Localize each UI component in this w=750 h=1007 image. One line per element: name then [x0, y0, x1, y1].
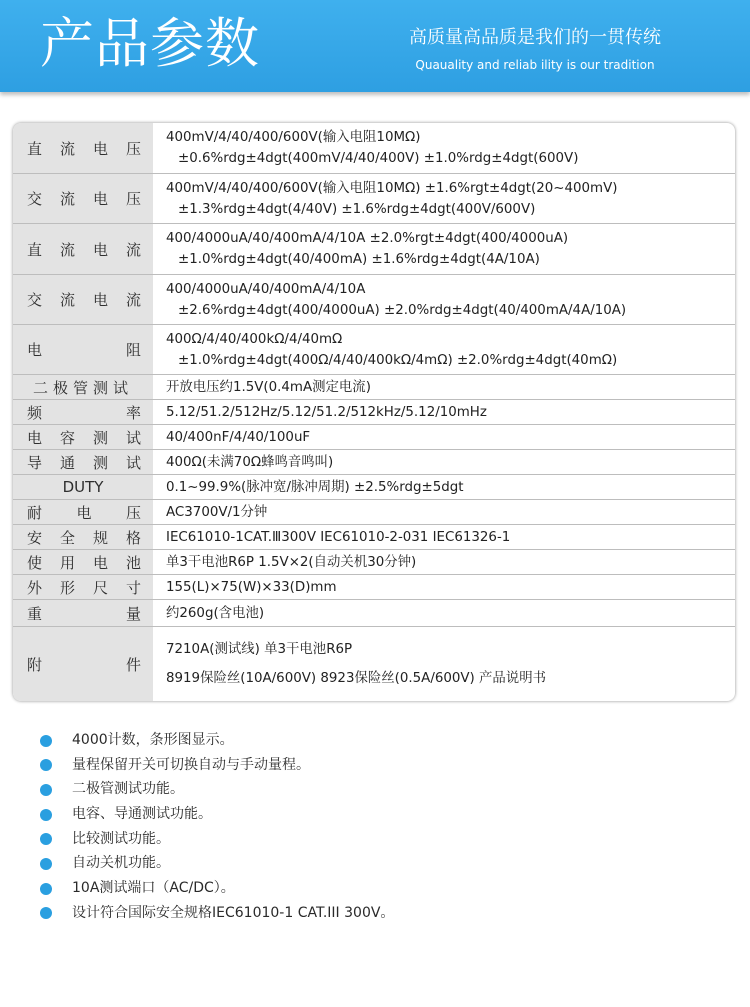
bullet-dot-icon	[40, 833, 52, 845]
spec-row	[13, 400, 735, 425]
spec-value	[166, 275, 735, 324]
spec-label: 交 流 电 流	[13, 275, 153, 324]
spec-label: 二极管测试	[13, 375, 153, 399]
spec-label: 直 流 电 流	[13, 224, 153, 274]
spec-label: 重 量	[13, 600, 153, 626]
spec-value	[166, 375, 735, 399]
spec-row	[13, 325, 735, 375]
feature-text: 10A测试端口（AC/DC）。	[72, 880, 235, 897]
spec-label: 频 率	[13, 400, 153, 424]
bullet-dot-icon	[40, 759, 52, 771]
spec-value-line: AC3700V/1分钟	[166, 504, 268, 520]
bullet-dot-icon	[40, 858, 52, 870]
spec-value-line: ±1.0%rdg±4dgt(40/400mA) ±1.6%rdg±4dgt(4A/10A)	[178, 252, 540, 267]
spec-label: 安 全 规 格	[13, 525, 153, 549]
spec-row	[13, 375, 735, 400]
spec-value-line: 40/400nF/4/40/100uF	[166, 429, 311, 445]
spec-value	[166, 425, 735, 449]
spec-value-line: 400mV/4/40/400/600V(输入电阻10MΩ)	[166, 130, 421, 145]
spec-value-line: 155(L)×75(W)×33(D)mm	[166, 579, 337, 595]
spec-value	[166, 475, 735, 499]
banner-subtitle: Quauality and reliab ility is our tradition	[415, 58, 655, 72]
spec-value-line: 400/4000uA/40/400mA/4/10A ±2.0%rgt±4dgt(400/4000uA)	[166, 231, 569, 246]
spec-value-line: 5.12/51.2/512Hz/5.12/51.2/512kHz/5.12/10mHz	[166, 404, 487, 420]
feature-text: 比较测试功能。	[72, 830, 170, 847]
spec-value-line: ±2.6%rdg±4dgt(400/4000uA) ±2.0%rdg±4dgt(40/400mA/4A/10A)	[178, 302, 627, 318]
feature-text: 二极管测试功能。	[72, 781, 184, 798]
page-title: 产品参数	[40, 12, 260, 75]
spec-value	[166, 123, 735, 173]
header-banner	[0, 0, 750, 92]
bullet-dot-icon	[40, 735, 52, 747]
spec-row	[13, 500, 735, 525]
banner-slogan: 高质量高品质是我们的一贯传统	[409, 27, 661, 48]
spec-row	[13, 600, 735, 627]
spec-value-line: 0.1~99.9%(脉冲宽/脉冲周期) ±2.5%rdg±5dgt	[166, 479, 464, 495]
spec-value	[166, 325, 735, 374]
spec-value-line: 约260g(含电池)	[166, 605, 265, 621]
spec-value	[166, 450, 735, 474]
bullet-dot-icon	[40, 907, 52, 919]
spec-label: 电 阻	[13, 325, 153, 374]
feature-text: 4000计数，条形图显示。	[72, 732, 234, 748]
spec-value-line: ±0.6%rdg±4dgt(400mV/4/40/400V) ±1.0%rdg±4dgt(600V)	[178, 151, 579, 166]
spec-label: 电 容 测 试	[13, 425, 153, 449]
spec-value-line: 400/4000uA/40/400mA/4/10A	[166, 281, 366, 297]
spec-value-line: 400mV/4/40/400/600V(输入电阻10MΩ) ±1.6%rgt±4dgt(20~400mV)	[166, 180, 618, 196]
spec-row	[13, 224, 735, 275]
spec-value-line: 400Ω(未满70Ω蜂鸣音鸣叫)	[166, 454, 334, 470]
spec-value-line: ±1.0%rdg±4dgt(400Ω/4/40/400kΩ/4mΩ) ±2.0%rdg±4dgt(40mΩ)	[178, 352, 618, 368]
spec-value-line: 单3干电池R6P 1.5V×2(自动关机30分钟)	[166, 554, 417, 570]
spec-value	[166, 575, 735, 599]
spec-label: 使 用 电 池	[13, 550, 153, 574]
spec-value-line: 8919保险丝(10A/600V) 8923保险丝(0.5A/600V) 产品说明书	[166, 671, 546, 686]
spec-label: 直 流 电 压	[13, 123, 153, 173]
feature-text: 量程保留开关可切换自动与手动量程。	[72, 756, 310, 773]
spec-value	[166, 550, 735, 574]
spec-label: 附 件	[13, 627, 153, 701]
spec-row	[13, 450, 735, 475]
spec-row	[13, 475, 735, 500]
feature-item	[40, 802, 720, 827]
spec-value	[166, 500, 735, 524]
spec-label: DUTY	[13, 475, 153, 499]
spec-value	[166, 174, 735, 223]
feature-item	[40, 777, 720, 802]
spec-value-line: 开放电压约1.5V(0.4mA测定电流)	[166, 379, 371, 395]
feature-item	[40, 728, 720, 753]
feature-list	[40, 728, 720, 926]
feature-item	[40, 876, 720, 901]
spec-row	[13, 174, 735, 224]
spec-value	[166, 224, 735, 274]
spec-row	[13, 627, 735, 701]
spec-value-line: ±1.3%rdg±4dgt(4/40V) ±1.6%rdg±4dgt(400V/600V)	[178, 201, 536, 217]
spec-value	[166, 400, 735, 424]
feature-text: 电容、导通测试功能。	[72, 806, 212, 823]
feature-text: 自动关机功能。	[72, 855, 170, 872]
bullet-dot-icon	[40, 784, 52, 796]
spec-row	[13, 575, 735, 600]
spec-label: 交 流 电 压	[13, 174, 153, 223]
spec-row	[13, 275, 735, 325]
feature-item	[40, 753, 720, 778]
spec-row	[13, 123, 735, 174]
spec-value	[166, 600, 735, 626]
spec-row	[13, 425, 735, 450]
spec-value-line: IEC61010-1CAT.Ⅲ300V IEC61010-2-031 IEC61326-1	[166, 529, 511, 545]
spec-label: 耐 电 压	[13, 500, 153, 524]
spec-value	[166, 627, 735, 701]
spec-label: 导 通 测 试	[13, 450, 153, 474]
spec-label: 外 形 尺 寸	[13, 575, 153, 599]
feature-item	[40, 851, 720, 876]
feature-item	[40, 827, 720, 852]
spec-table	[13, 123, 735, 701]
feature-text: 设计符合国际安全规格IEC61010-1 CAT.III 300V。	[72, 904, 395, 921]
spec-value-line: 7210A(测试线) 单3干电池R6P	[166, 642, 353, 657]
spec-value-line: 400Ω/4/40/400kΩ/4/40mΩ	[166, 331, 343, 347]
spec-row	[13, 525, 735, 550]
bullet-dot-icon	[40, 809, 52, 821]
spec-row	[13, 550, 735, 575]
bullet-dot-icon	[40, 883, 52, 895]
spec-value	[166, 525, 735, 549]
feature-item	[40, 901, 720, 926]
